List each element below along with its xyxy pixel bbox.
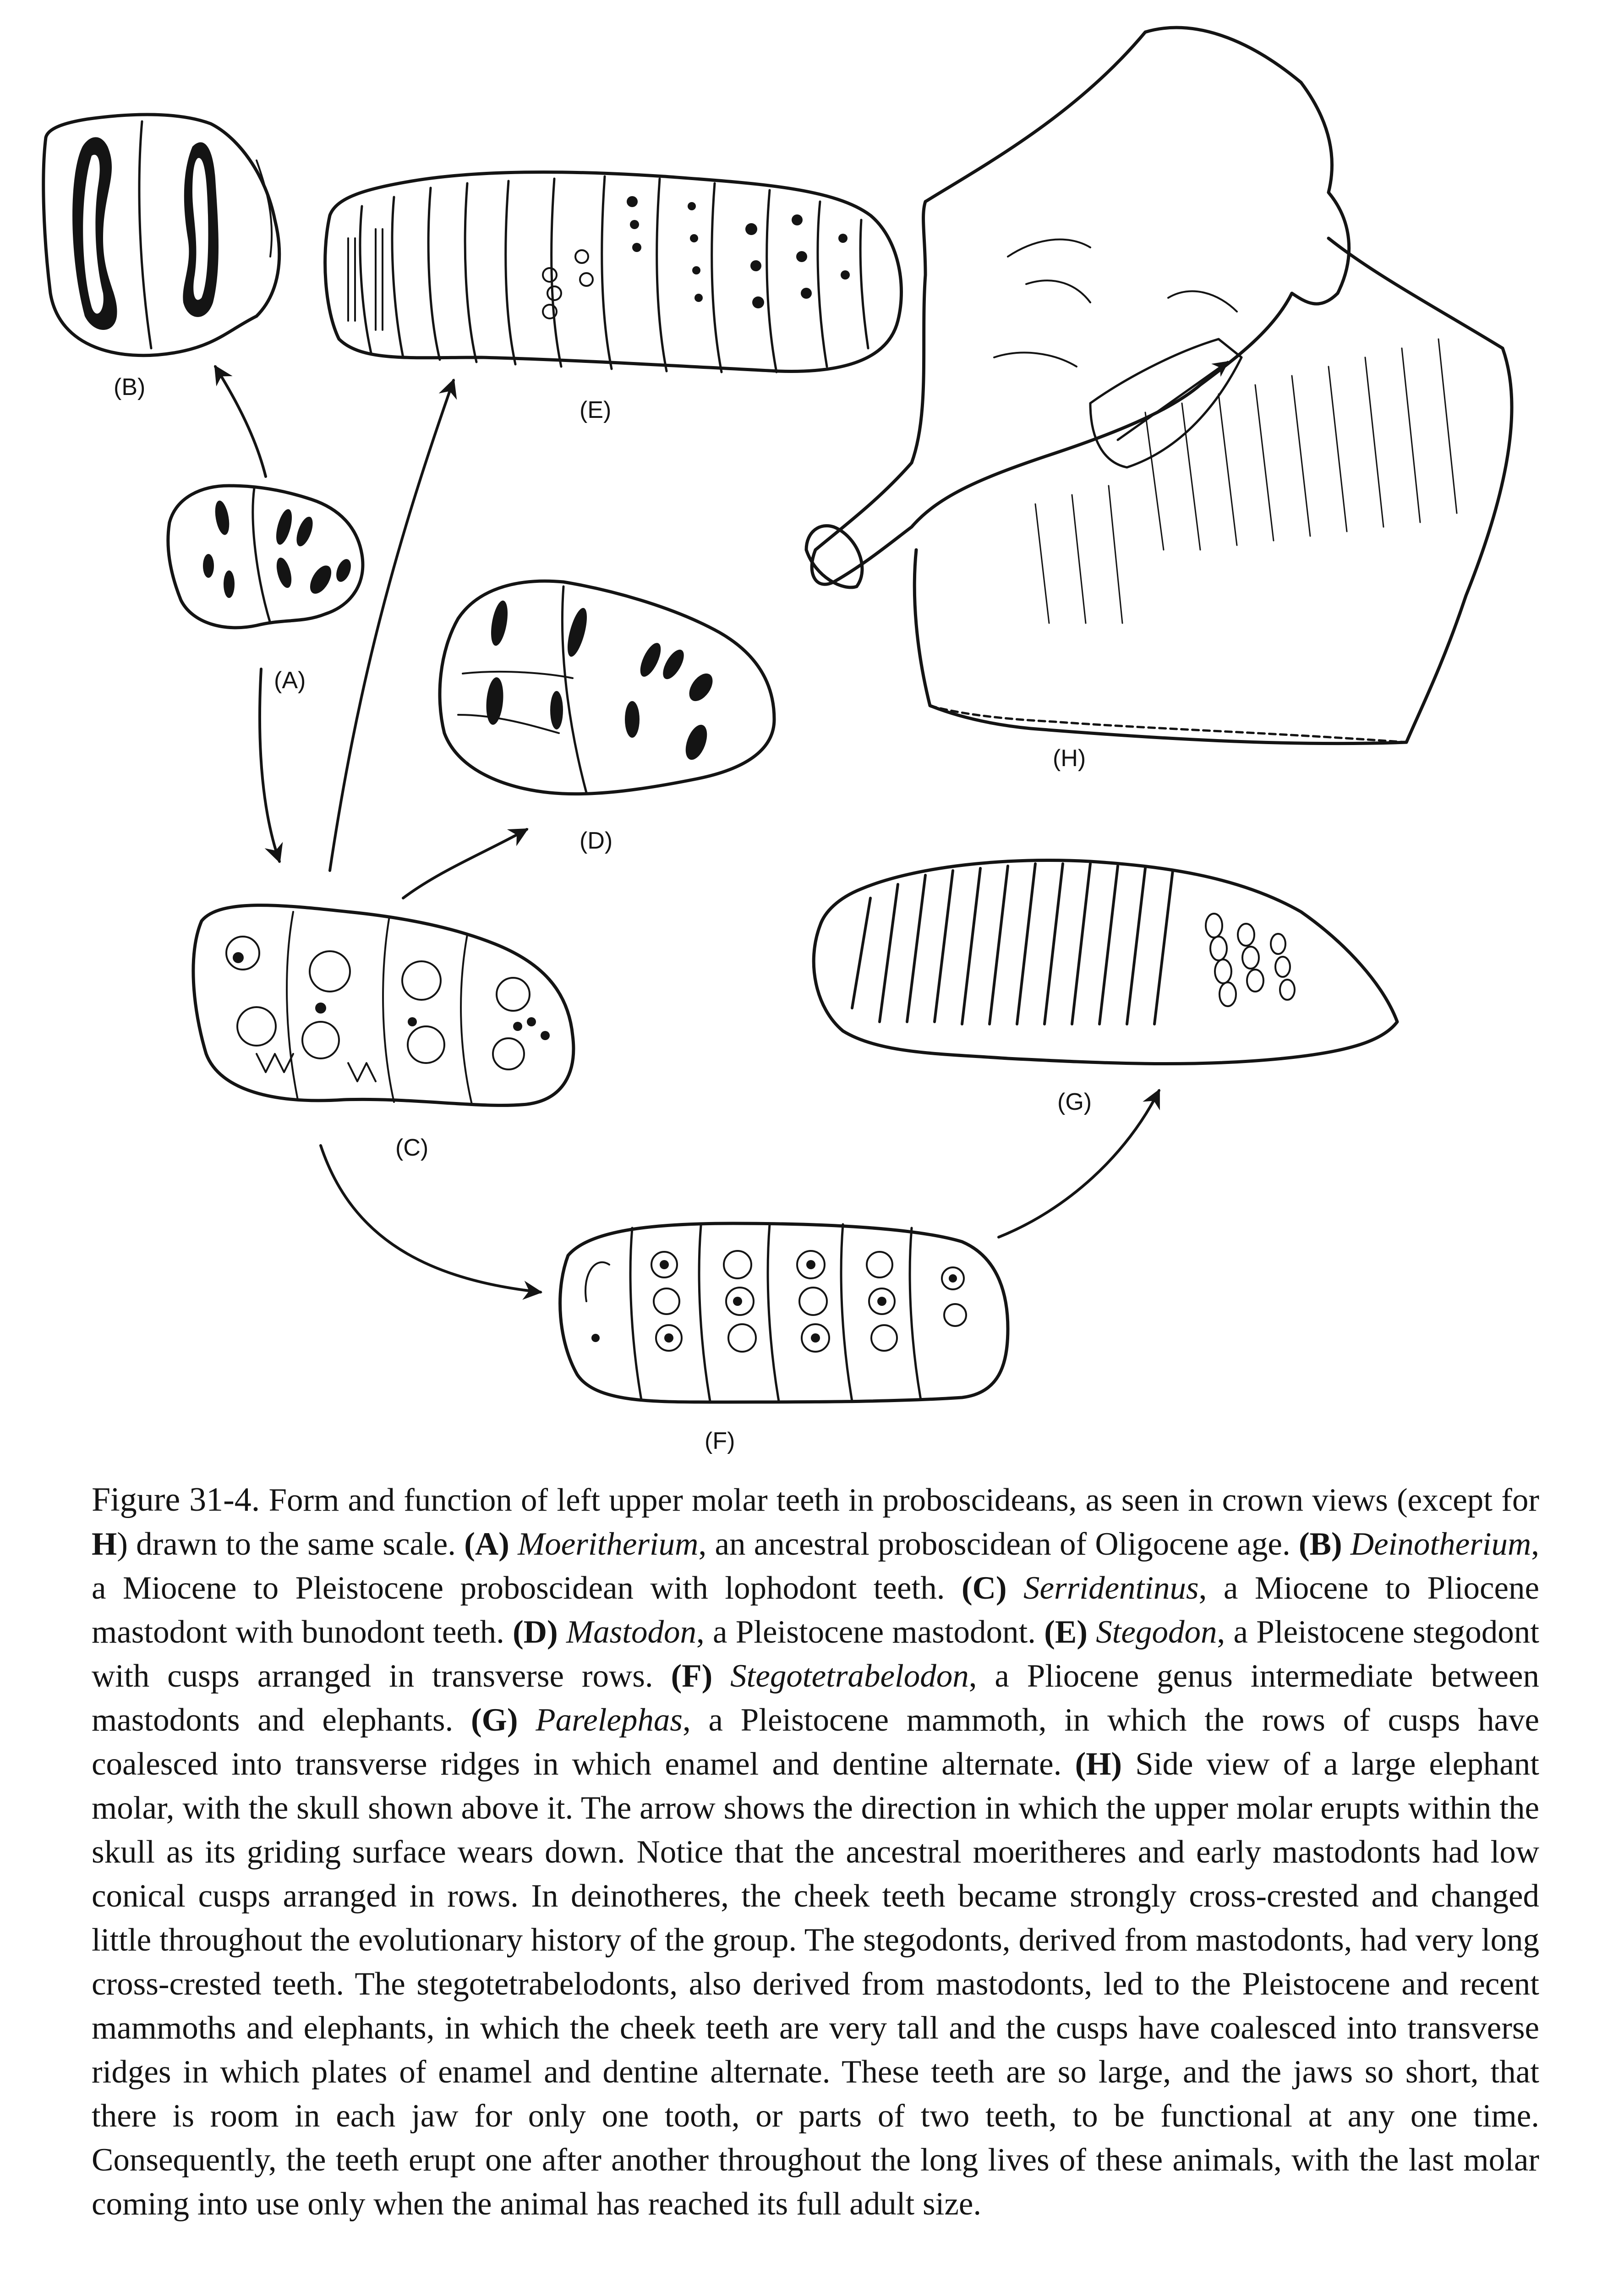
figure-caption (92, 1478, 1539, 2226)
panel-labels (114, 374, 1092, 1454)
evolution-arrows (215, 367, 1159, 1292)
arrow-a-to-c (260, 669, 279, 861)
caption-figure-label: Figure 31-4. (92, 1481, 260, 1518)
panel-label-e: (E) (580, 397, 612, 423)
tooth-b-deinotherium (44, 115, 279, 356)
tooth-c-serridentinus (193, 905, 574, 1106)
arrow-c-to-f (321, 1146, 541, 1292)
panel-label-b: (B) (114, 374, 146, 400)
skull-h-elephant (806, 27, 1512, 743)
arrow-c-to-d (403, 829, 527, 898)
panel-label-f: (F) (705, 1428, 735, 1454)
panel-label-g: (G) (1057, 1089, 1092, 1115)
tooth-d-mastodon (440, 581, 774, 794)
panel-label-c: (C) (395, 1135, 429, 1161)
arrow-c-to-e (330, 380, 454, 871)
caption-paragraph: Figure 31-4. Form and function of left upper molar teeth in proboscideans, as seen in crown views (except for H) drawn to the same scale. (A) Moeritherium, an ancestral proboscidean of Oligocene age. (B) Deinotherium, a Miocene to Pleistocene proboscidean with lophodont teeth. (C) Serridentinus, a Miocene to Pliocene mastodont with bunodont teeth. (D) Mastodon, a Pleistocene mastodont. (E) Stegodon, a Pleistocene stegodont with cusps arranged in transverse rows. (F) Stegotetrabelodon, a Pliocene genus intermediate between mastodonts and elephants. (G) Parelephas, a Pleistocene mammoth, in which the rows of cusps have coalesced into transverse ridges in which enamel and dentine alternate. (H) Side view of a large elephant molar, with the skull shown above it. The arrow shows the direction in which the upper molar erupts within the skull as its griding surface wears down. Notice that the ancestral moeritheres and early mastodonts had low conical cusps arranged in rows. In deinotheres, the cheek teeth became strongly cross-crested and changed little throughout the evolutionary history of the group. The stegodonts, derived from mastodonts, had very long cross-crested teeth. The stegotetrabelodonts, also derived from mastodonts, led to the Pleistocene and recent mammoths and elephants, in which the cheek teeth are very tall and the cusps have coalesced into transverse ridges in which plates of enamel and dentine alternate. These teeth are so large, and the jaws so short, that there is room in each jaw for only one tooth, or parts of two teeth, to be functional at any one time. Consequently, the teeth erupt one after another throughout the long lives of these animals, with the last molar coming into use only when the animal has reached its full adult size. (92, 1481, 1540, 2222)
tooth-g-parelephas (814, 860, 1397, 1064)
tooth-f-stegotetrabelodon (560, 1223, 1008, 1402)
panel-label-a: (A) (274, 667, 306, 694)
tooth-e-stegodon (325, 172, 902, 372)
tooth-a-moeritherium (168, 486, 363, 628)
arrow-a-to-b (215, 367, 266, 477)
panel-label-h: (H) (1053, 745, 1086, 772)
panel-label-d: (D) (580, 828, 613, 854)
